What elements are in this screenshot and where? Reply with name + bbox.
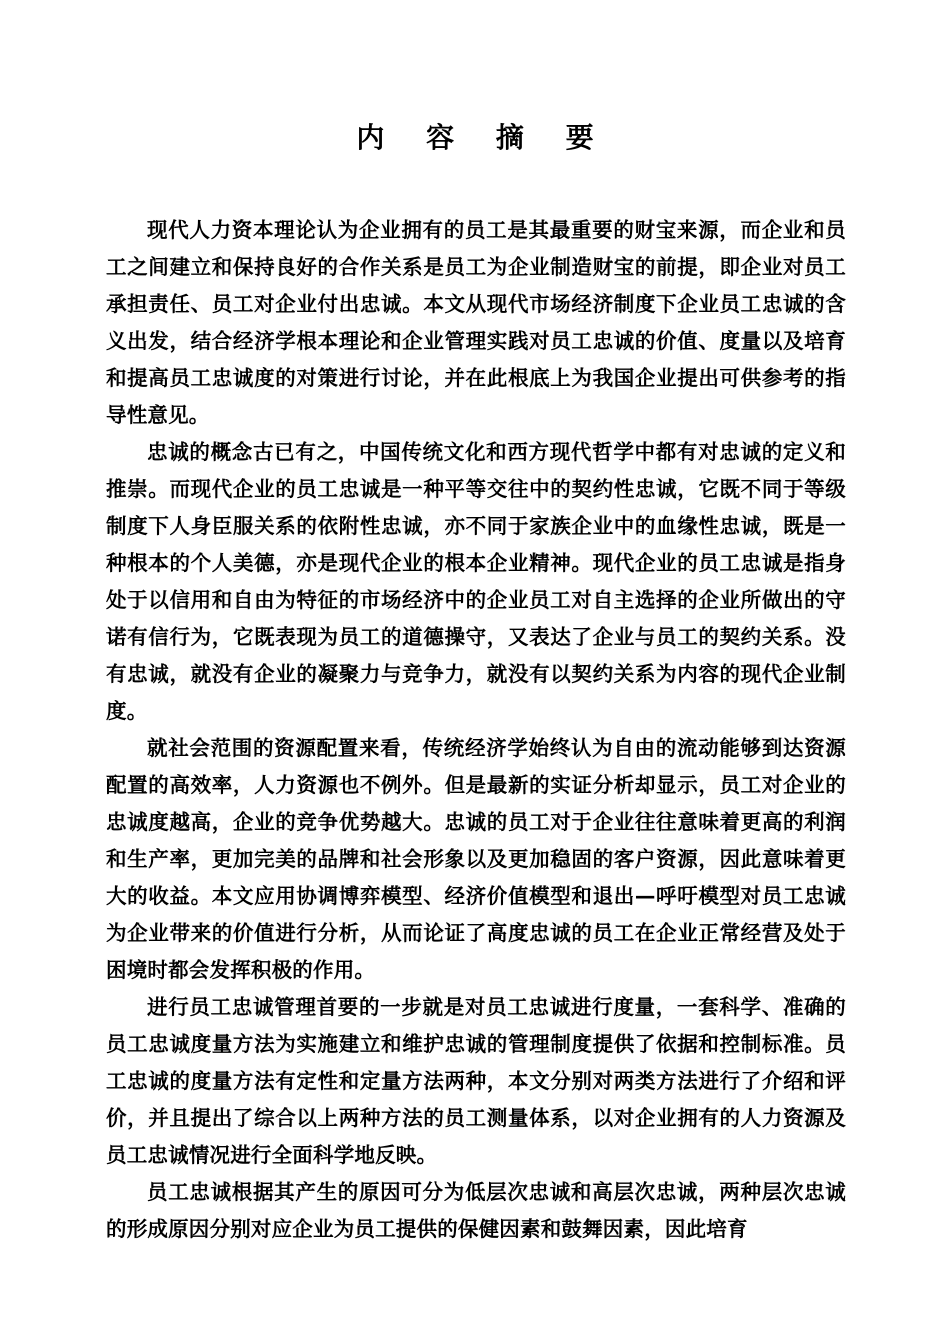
paragraph-2: 忠诚的概念古已有之，中国传统文化和西方现代哲学中都有对忠诚的定义和推崇。而现代企业的员工忠诚是一种平等交往中的契约性忠诚，它既不同于等级制度下人身臣服关系的依附性忠诚，亦不同于家族企业中的血缘性忠诚，既是一种根本的个人美德，亦是现代企业的根本企业精神。现代企业的员工忠诚是指身处于以信用和自由为特征的市场经济中的企业员工对自主选择的企业所做出的守诺有信行为，它既表现为员工的道德操守，又表达了企业与员工的契约关系。没有忠诚，就没有企业的凝聚力与竞争力，就没有以契约关系为内容的现代企业制度。 [106,440,846,723]
page-title: 内 容 摘 要 [356,121,610,154]
paragraph-3: 就社会范围的资源配置来看，传统经济学始终认为自由的流动能够到达资源配置的高效率，人力资源也不例外。但是最新的实证分析却显示，员工对企业的忠诚度越高，企业的竞争优势越大。忠诚的员工对于企业往往意味着更高的利润和生产率，更加完美的品牌和社会形象以及更加稳固的客户资源，因此意味着更大的收益。本文应用协调博弈模型、经济价值模型和退出—呼吁模型对员工忠诚为企业带来的价值进行分析，从而论证了高度忠诚的员工在企业正常经营及处于困境时都会发挥积极的作用。 [106,736,846,982]
abstract-body [106,212,846,1248]
paragraph-4: 进行员工忠诚管理首要的一步就是对员工忠诚进行度量，一套科学、准确的员工忠诚度量方法为实施建立和维护忠诚的管理制度提供了依据和控制标准。员工忠诚的度量方法有定性和定量方法两种，本文分别对两类方法进行了介绍和评价，并且提出了综合以上两种方法的员工测量体系，以对企业拥有的人力资源及员工忠诚情况进行全面科学地反映。 [106,995,846,1167]
paragraph-1: 现代人力资本理论认为企业拥有的员工是其最重要的财宝来源，而企业和员工之间建立和保持良好的合作关系是员工为企业制造财宝的前提，即企业对员工承担责任、员工对企业付出忠诚。本文从现代市场经济制度下企业员工忠诚的含义出发，结合经济学根本理论和企业管理实践对员工忠诚的价值、度量以及培育和提高员工忠诚度的对策进行讨论，并在此根底上为我国企业提出可供参考的指导性意见。 [106,218,846,427]
paragraph-5: 员工忠诚根据其产生的原因可分为低层次忠诚和高层次忠诚，两种层次忠诚的形成原因分别对应企业为员工提供的保健因素和鼓舞因素，因此培育 [106,1180,846,1241]
